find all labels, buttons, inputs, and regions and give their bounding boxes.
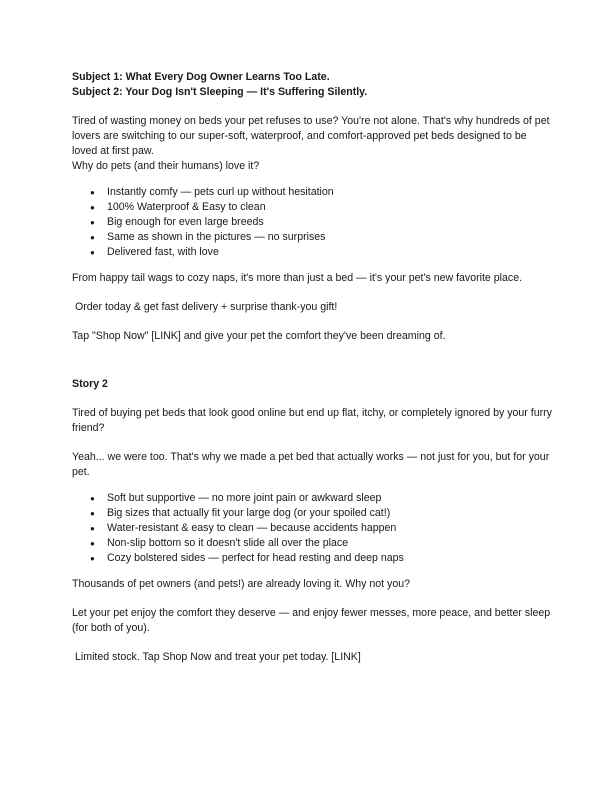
story1-question: Why do pets (and their humans) love it? xyxy=(72,160,260,172)
story2-benefit: Let your pet enjoy the comfort they deserve — and enjoy fewer messes, more peace, and better sleep (for both of you). xyxy=(72,607,551,634)
story1-bullet-list xyxy=(72,185,552,260)
story1-intro: Tired of wasting money on beds your pet refuses to use? You're not alone. That's why hundreds of pet lovers are switching to our super-soft, waterproof, and comfort-approved pet beds designed to be loved at first paw. xyxy=(72,115,550,157)
list-item: ● Big enough for even large breeds xyxy=(90,215,552,230)
story2-intro: Tired of buying pet beds that look good online but end up flat, itchy, or completely ignored by your furry friend? xyxy=(72,407,552,434)
list-item: ● Same as shown in the pictures — no surprises xyxy=(90,230,552,245)
list-item: ● Non-slip bottom so it doesn't slide all over the place xyxy=(90,536,552,551)
subject-line-2: Subject 2: Your Dog Isn't Sleeping — It's Suffering Silently. xyxy=(72,86,368,98)
list-item: ● Delivered fast, with love xyxy=(90,245,552,260)
story1-cta: Tap "Shop Now" [LINK] and give your pet the comfort they've been dreaming of. xyxy=(72,330,446,342)
subject-line-1: Subject 1: What Every Dog Owner Learns Too Late. xyxy=(72,71,330,83)
list-item: ● 100% Waterproof & Easy to clean xyxy=(90,200,552,215)
story2-bullet-list xyxy=(72,491,552,566)
list-item: ● Soft but supportive — no more joint pain or awkward sleep xyxy=(90,491,552,506)
list-item: ● Instantly comfy — pets curl up without hesitation xyxy=(90,185,552,200)
story2-title: Story 2 xyxy=(72,378,108,390)
story1-closing: From happy tail wags to cozy naps, it's more than just a bed — it's your pet's new favorite place. xyxy=(72,272,523,284)
story1-offer: Order today & get fast delivery + surprise thank-you gift! xyxy=(75,301,338,313)
story2-para2: Yeah... we were too. That's why we made a pet bed that actually works — not just for you, but for your pet. xyxy=(72,451,550,478)
list-item: ● Water-resistant & easy to clean — because accidents happen xyxy=(90,521,552,536)
story2-social-proof: Thousands of pet owners (and pets!) are already loving it. Why not you? xyxy=(72,578,411,590)
list-item: ● Big sizes that actually fit your large dog (or your spoiled cat!) xyxy=(90,506,552,521)
list-item: ● Cozy bolstered sides — perfect for head resting and deep naps xyxy=(90,551,552,566)
document-body xyxy=(72,70,552,665)
story2-cta: Limited stock. Tap Shop Now and treat your pet today. [LINK] xyxy=(75,651,361,663)
